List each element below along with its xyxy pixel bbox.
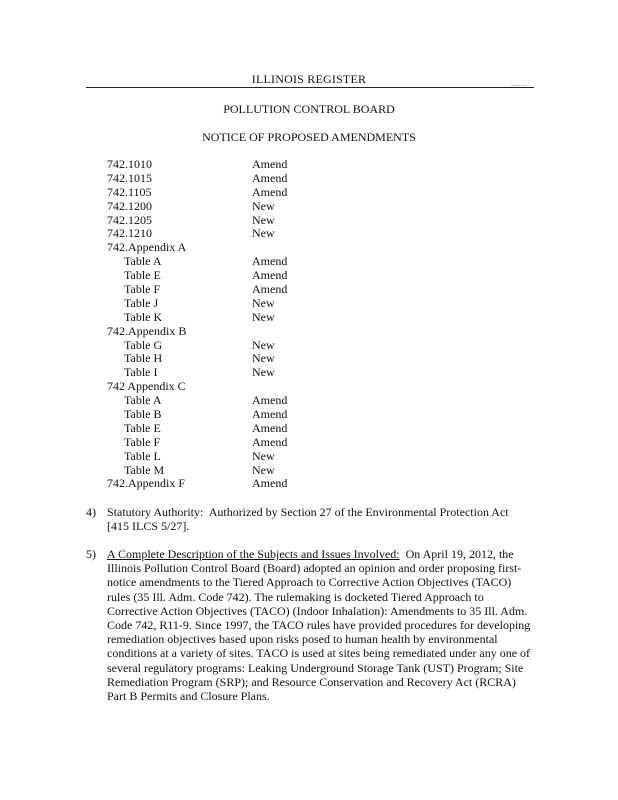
section-row	[107, 227, 407, 241]
section-number: Table G	[124, 337, 163, 352]
section-row	[107, 408, 407, 422]
item-text: Authorized by Section 27 of the Environmental Protection Act [415 ILCS 5/27].	[107, 505, 509, 534]
section-row	[107, 477, 407, 491]
section-action: Amend	[252, 282, 288, 297]
section-row	[107, 311, 407, 325]
section-row	[107, 214, 407, 228]
section-row	[107, 380, 407, 394]
item-label: A Complete Description of the Subjects and Issues Involved:	[107, 547, 400, 561]
section-action: New	[252, 295, 275, 310]
item-label: Statutory Authority:	[107, 505, 204, 519]
section-number: 742.1010	[107, 157, 152, 171]
section-row	[107, 186, 407, 200]
section-number: Table I	[124, 365, 158, 380]
section-action: Amend	[252, 157, 288, 171]
section-number: 742.Appendix F	[107, 476, 185, 491]
section-action: Amend	[252, 407, 288, 422]
section-number: Table A	[124, 393, 162, 408]
section-row	[107, 450, 407, 464]
section-row	[107, 352, 407, 366]
section-action: Amend	[252, 476, 288, 491]
section-number: 742.1205	[107, 212, 152, 227]
section-action: Amend	[252, 184, 288, 199]
section-number: 742.1015	[107, 170, 152, 185]
section-row	[107, 339, 407, 353]
section-row	[107, 158, 407, 172]
affected-sections-list	[107, 158, 407, 491]
section-action: New	[252, 212, 275, 227]
section-number: Table E	[124, 268, 161, 283]
section-number: Table B	[124, 407, 162, 422]
section-row	[107, 255, 407, 269]
section-action: New	[252, 198, 275, 213]
section-action: New	[252, 365, 275, 380]
section-row	[107, 464, 407, 478]
section-action: Amend	[252, 254, 288, 269]
section-number: Table E	[124, 420, 161, 435]
section-number: 742.1105	[107, 184, 152, 199]
item-body	[107, 547, 531, 703]
section-number: 742.1200	[107, 198, 152, 213]
section-number: Table M	[124, 462, 165, 477]
section-number: 742.Appendix A	[107, 240, 187, 255]
section-row	[107, 325, 407, 339]
section-number: Table K	[124, 309, 163, 324]
section-number: Table F	[124, 282, 161, 297]
section-row	[107, 394, 407, 408]
section-number: Table A	[124, 254, 162, 269]
section-action: New	[252, 462, 275, 477]
item-body	[107, 505, 531, 533]
section-number: Table H	[124, 351, 163, 366]
section-number: 742.Appendix B	[107, 323, 187, 338]
section-action: Amend	[252, 434, 288, 449]
section-row	[107, 297, 407, 311]
section-row	[107, 283, 407, 297]
header-rule	[86, 87, 534, 88]
section-row	[107, 436, 407, 450]
section-number: 742.1210	[107, 226, 152, 241]
section-row	[107, 366, 407, 380]
section-row	[107, 269, 407, 283]
item-text: On April 19, 2012, the Illinois Pollution Control Board (Board) adopted an opinion and order proposing first-notice amendments to the Tiered Approach to Corrective Action Objectives (TACO) rules (35 Ill. Adm. Code 742). The rulemaking is docketed Tiered Approach to Corrective Action Objectives (TACO) (Indoor Inhalation): Amendments to 35 Ill. Adm. Code 742, R11-9. Since 1997, the TACO rules have provided procedures for developing remediation objectives based upon risks posed to human health by environmental conditions at a variety of sites. TACO is used at sites being remediated under any one of several regulatory programs: Leaking Underground Storage Tank (UST) Program; Site Remediation Program (SRP); and Resource Conservation and Recovery Act (RCRA) Part B Permits and Closure Plans.	[107, 547, 531, 704]
section-action: Amend	[252, 268, 288, 283]
section-action: Amend	[252, 170, 288, 185]
item-number: 5)	[86, 547, 96, 561]
section-row	[107, 422, 407, 436]
section-number: Table L	[124, 448, 161, 463]
section-number: 742 Appendix C	[107, 379, 186, 394]
register-title: ILLINOIS REGISTER	[251, 72, 367, 86]
header-rule-dots: ...........	[510, 82, 527, 88]
section-action: New	[252, 226, 275, 241]
section-row	[107, 241, 407, 255]
section-action: New	[252, 448, 275, 463]
section-action: New	[252, 337, 275, 352]
section-row	[107, 200, 407, 214]
section-action: New	[252, 309, 275, 324]
notice-title: NOTICE OF PROPOSED AMENDMENTS	[202, 130, 416, 144]
section-action: Amend	[252, 393, 288, 408]
section-action: Amend	[252, 420, 288, 435]
section-number: Table F	[124, 434, 161, 449]
board-name: POLLUTION CONTROL BOARD	[223, 102, 395, 116]
section-number: Table J	[124, 295, 159, 310]
item-number: 4)	[86, 505, 96, 519]
section-row	[107, 172, 407, 186]
section-action: New	[252, 351, 275, 366]
